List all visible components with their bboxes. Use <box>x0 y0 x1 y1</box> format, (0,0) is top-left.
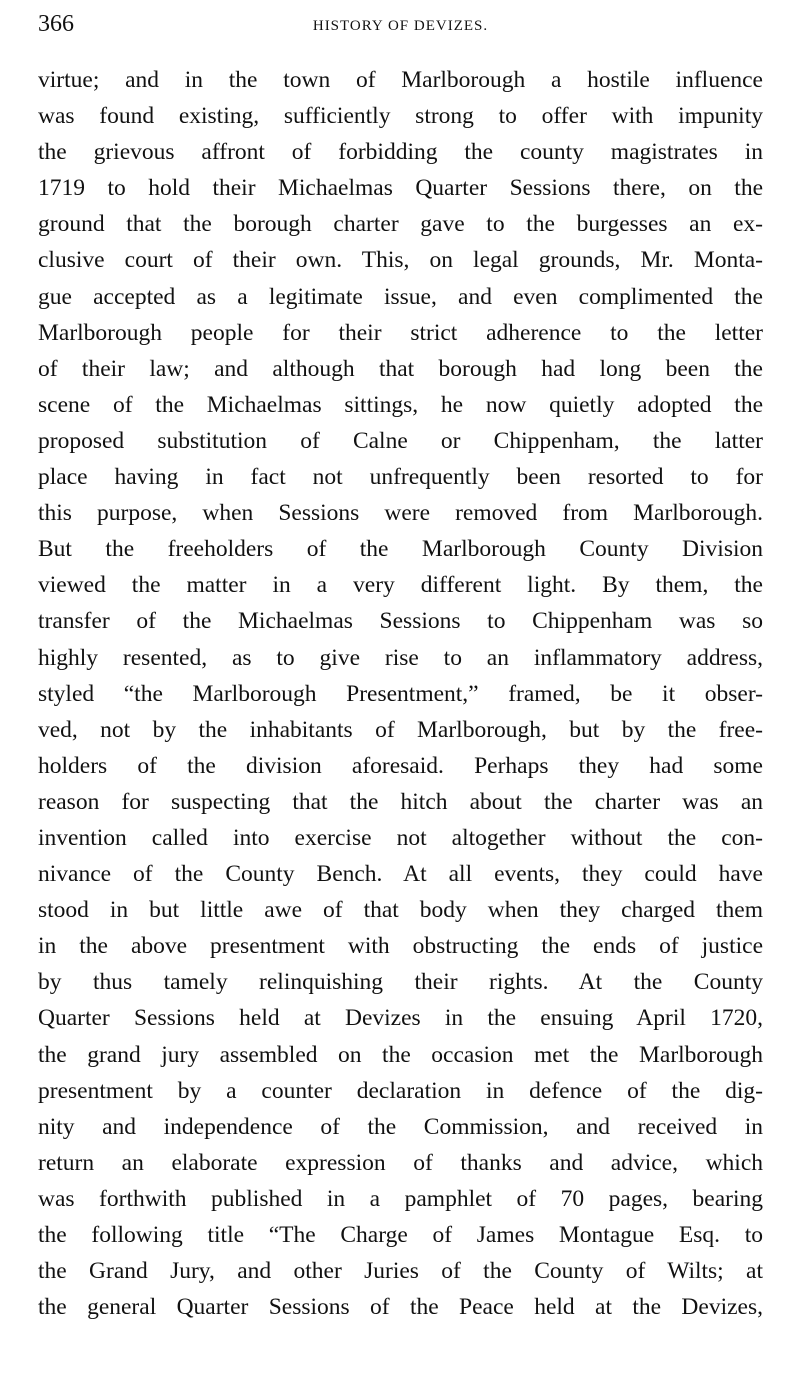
text-line: presentment by a counter declaration in defence of the dig- <box>38 1077 763 1104</box>
text-line: transfer of the Michaelmas Sessions to Chippenham was so <box>38 608 763 635</box>
text-line: place having in fact not unfrequently been resorted to for <box>38 464 763 491</box>
text-line: was found existing, sufficiently strong to offer with impunity <box>38 103 763 130</box>
running-title: HISTORY OF DEVIZES. <box>312 18 489 34</box>
text-line: highly resented, as to give rise to an inflammatory address, <box>38 644 763 671</box>
text-line: was forthwith published in a pamphlet of 70 pages, bearing <box>38 1185 763 1212</box>
text-line: return an elaborate expression of thanks and advice, which <box>38 1149 763 1176</box>
text-line: stood in but little awe of that body when they charged them <box>38 897 763 924</box>
text-line: viewed the matter in a very different light. By them, the <box>38 572 763 599</box>
text-line: scene of the Michaelmas sittings, he now quietly adopted the <box>38 391 763 418</box>
text-line: Quarter Sessions held at Devizes in the ensuing April 1720, <box>38 1005 763 1032</box>
text-line: proposed substitution of Calne or Chippenham, the latter <box>38 427 763 454</box>
page-header <box>38 8 763 40</box>
text-line: this purpose, when Sessions were removed from Marlborough. <box>38 500 763 527</box>
text-line: in the above presentment with obstructing the ends of justice <box>38 933 763 960</box>
text-line: But the freeholders of the Marlborough County Division <box>38 536 763 563</box>
text-line: nity and independence of the Commission, and received in <box>38 1113 763 1140</box>
text-line: the Grand Jury, and other Juries of the County of Wilts; at <box>38 1258 763 1285</box>
text-line: the general Quarter Sessions of the Peace held at the Devizes, <box>38 1294 763 1321</box>
text-line: by thus tamely relinquishing their rights. At the County <box>38 969 763 996</box>
text-line: virtue; and in the town of Marlborough a hostile influence <box>38 67 763 93</box>
text-line: the following title “The Charge of James Montague Esq. to <box>38 1222 763 1248</box>
text-line: Marlborough people for their strict adherence to the letter <box>38 319 763 346</box>
text-line: ground that the borough charter gave to the burgesses an ex- <box>38 211 763 238</box>
text-line: of their law; and although that borough had long been the <box>38 355 763 382</box>
text-line: reason for suspecting that the hitch about the charter was an <box>38 788 763 815</box>
text-line: the grievous affront of forbidding the county magistrates in <box>38 139 763 166</box>
text-line: nivance of the County Bench. At all events, they could have <box>38 861 763 888</box>
text-line: invention called into exercise not altogether without the con- <box>38 824 763 851</box>
text-line: styled “the Marlborough Presentment,” framed, be it obser- <box>38 680 763 707</box>
text-line: 1719 to hold their Michaelmas Quarter Sessions there, on the <box>38 175 763 202</box>
text-line: the grand jury assembled on the occasion met the Marlborough <box>38 1041 763 1068</box>
text-line: clusive court of their own. This, on legal grounds, Mr. Monta- <box>38 247 763 274</box>
text-line: holders of the division aforesaid. Perhaps they had some <box>38 752 763 779</box>
text-line: gue accepted as a legitimate issue, and even complimented the <box>38 283 763 310</box>
text-line: ved, not by the inhabitants of Marlborough, but by the free- <box>38 716 763 743</box>
page-number: 366 <box>38 11 74 37</box>
body-paragraph <box>38 62 763 1325</box>
